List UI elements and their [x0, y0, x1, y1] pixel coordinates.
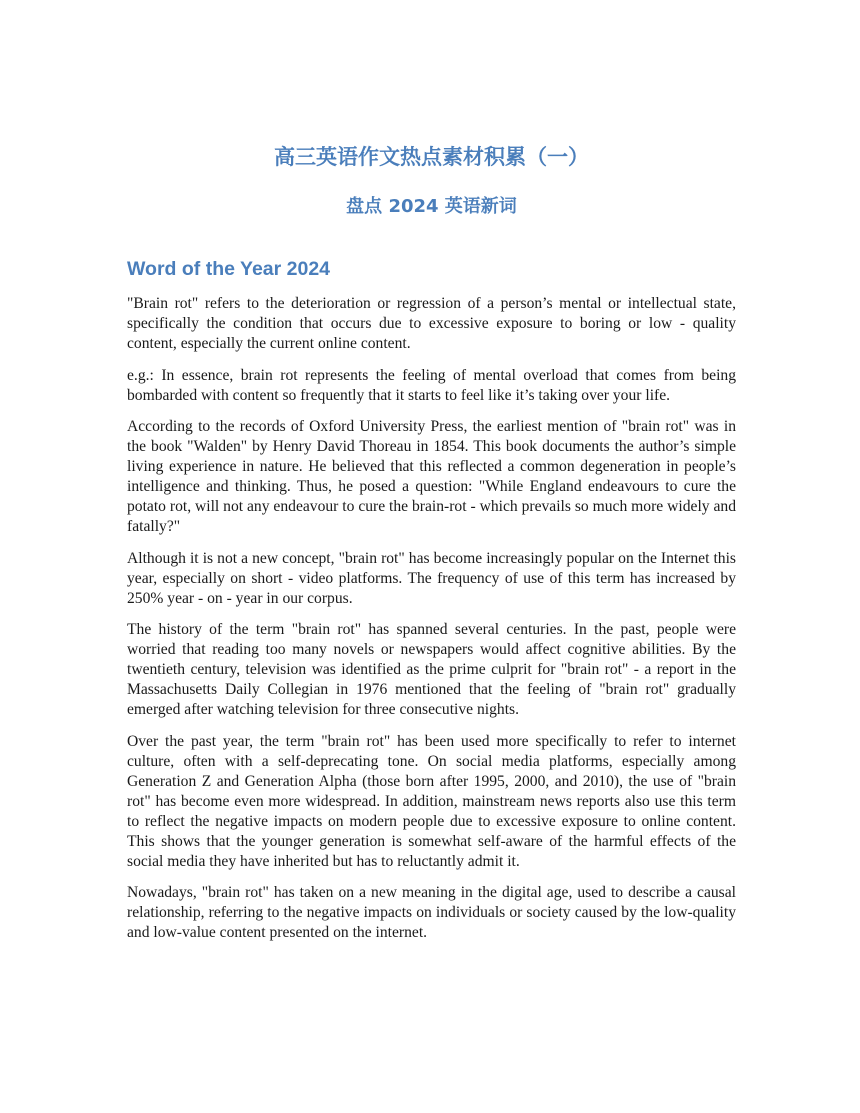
paragraph-popularity: Although it is not a new concept, "brain rot" has become increasingly popular on the Internet this year, especially on short - video platforms. The frequency of use of this term has increased by 250% year - on - year in our corpus.: [127, 549, 736, 607]
paragraph-example: e.g.: In essence, brain rot represents the feeling of mental overload that comes from being bombarded with content so frequently that it starts to feel like it’s taking over your life.: [127, 366, 736, 404]
section-heading: Word of the Year 2024: [127, 258, 331, 280]
paragraph-internet-culture: Over the past year, the term "brain rot" has been used more specifically to refer to internet culture, often with a self-deprecating tone. On social media platforms, especially among Generation Z and Generation Alpha (those born after 1995, 2000, and 2010), the use of "brain rot" has become even more widespread. In addition, mainstream news reports also use this term to reflect the negative impacts on modern people due to excessive exposure to online content. This shows that the younger generation is somewhat self-aware of the harmful effects of the social media they have inherited but has to reluctantly admit it.: [127, 732, 736, 870]
paragraph-definition: "Brain rot" refers to the deterioration or regression of a person’s mental or intellectual state, specifically the condition that occurs due to excessive exposure to boring or low - quality content, especially the current online content.: [127, 295, 736, 352]
paragraph-origin: According to the records of Oxford University Press, the earliest mention of "brain rot" was in the book "Walden" by Henry David Thoreau in 1854. This book documents the author’s simple living experience in nature. He believed that this reflected a common degeneration in people’s intelligence and thinking. Thus, he posed a question: "While England endeavours to cure the potato rot, will not any endeavour to cure the brain-rot - which prevails so much more widely and fatally?": [127, 418, 736, 535]
document-page: [127, 140, 736, 955]
document-title: 高三英语作文热点素材积累（一）: [274, 145, 589, 169]
body-text: [127, 294, 736, 943]
document-subtitle: 盘点 2024 英语新词: [346, 196, 517, 217]
paragraph-new-meaning: Nowadays, "brain rot" has taken on a new meaning in the digital age, used to describe a causal relationship, referring to the negative impacts on individuals or society caused by the low-quality and low-value content presented on the internet.: [127, 884, 736, 941]
paragraph-history: The history of the term "brain rot" has spanned several centuries. In the past, people were worried that reading too many novels or newspapers would affect cognitive abilities. By the twentieth century, television was identified as the prime culprit for "brain rot" - a report in the Massachusetts Daily Collegian in 1976 mentioned that the feeling of "brain rot" gradually emerged after watching television for three consecutive nights.: [127, 621, 736, 718]
